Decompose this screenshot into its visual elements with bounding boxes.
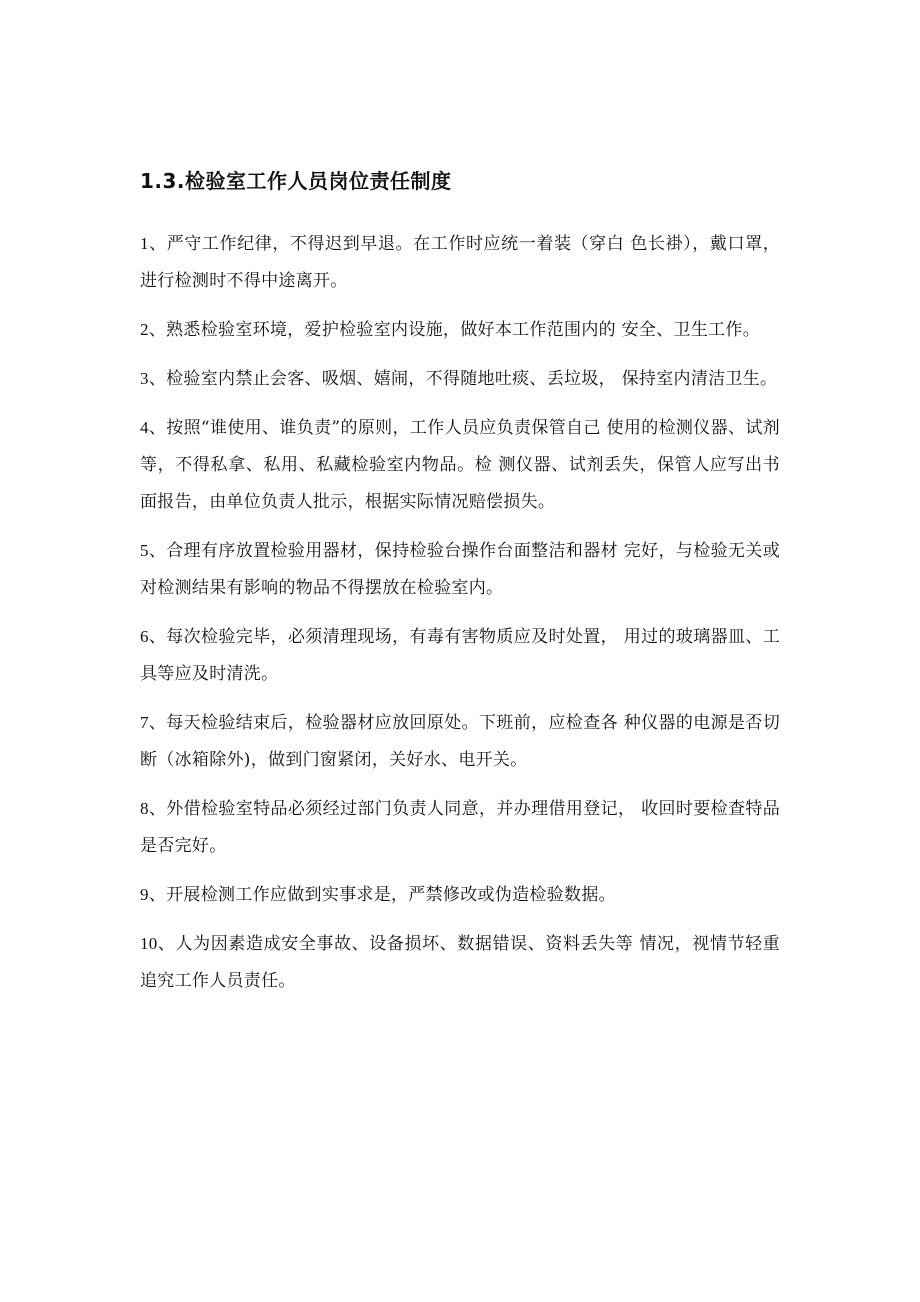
- rule-item: [140, 225, 780, 300]
- rule-separator: 、: [157, 934, 176, 954]
- rule-number: 8: [140, 799, 149, 818]
- rule-number: 7: [140, 713, 149, 732]
- rule-number: 6: [140, 627, 149, 646]
- rule-item: [140, 360, 780, 398]
- rule-separator: 、: [148, 627, 167, 647]
- rule-text: 按照“谁使用、谁负责”的原则，工作人员应负责保管自己 使用的检测仪器、试剂等，不得私拿、私用、私藏检验室内物品。检 测仪器、试剂丢失，保管人应写出书面报告，由单位负责人批示，根据实际情况赔偿损失。: [140, 418, 780, 512]
- rule-item: [140, 409, 780, 521]
- rule-text: 外借检验室特品必须经过部门负责人同意，并办理借用登记， 收回时要检查特品是否完好。: [140, 799, 780, 856]
- rule-number: 10: [140, 934, 158, 953]
- rule-separator: 、: [148, 799, 167, 819]
- rule-item: [140, 925, 780, 1000]
- rule-text: 每天检验结束后，检验器材应放回原处。下班前，应检查各 种仪器的电源是否切断（冰箱除外)，做到门窗紧闭，关好水、电开关。: [140, 713, 780, 770]
- rule-separator: 、: [148, 885, 167, 905]
- rule-separator: 、: [148, 541, 167, 561]
- rule-number: 4: [140, 418, 149, 437]
- rule-separator: 、: [148, 234, 167, 254]
- rule-number: 2: [140, 320, 149, 339]
- rule-item: [140, 876, 780, 914]
- rule-text: 合理有序放置检验用器材，保持检验台操作台面整洁和器材 完好，与检验无关或对检测结果有影响的物品不得摆放在检验室内。: [140, 541, 780, 598]
- rule-text: 每次检验完毕，必须清理现场，有毒有害物质应及时处置， 用过的玻璃器皿、工具等应及时清洗。: [140, 627, 780, 684]
- rule-item: [140, 790, 780, 865]
- rule-text: 人为因素造成安全事故、设备损坏、数据错误、资料丢失等 情况，视情节轻重追究工作人员责任。: [140, 934, 780, 991]
- rule-item: [140, 704, 780, 779]
- rule-item: [140, 618, 780, 693]
- rule-text: 熟悉检验室环境，爱护检验室内设施，做好本工作范围内的 安全、卫生工作。: [166, 320, 761, 340]
- rule-separator: 、: [148, 418, 167, 438]
- rule-item: [140, 311, 780, 349]
- rule-number: 5: [140, 541, 149, 560]
- rule-number: 1: [140, 234, 149, 253]
- heading-number: 1.3.: [140, 169, 186, 193]
- rules-list: [140, 225, 780, 1011]
- rule-number: 9: [140, 885, 149, 904]
- rule-number: 3: [140, 369, 149, 388]
- rule-text: 开展检测工作应做到实事求是，严禁修改或伪造检验数据。: [166, 885, 616, 905]
- rule-item: [140, 532, 780, 607]
- rule-separator: 、: [148, 320, 167, 340]
- page-title: [140, 166, 452, 196]
- rule-separator: 、: [148, 713, 167, 733]
- heading-text: 检验室工作人员岗位责任制度: [185, 169, 452, 193]
- rule-text: 检验室内禁止会客、吸烟、嬉闹，不得随地吐痰、丢垃圾， 保持室内清洁卫生。: [166, 369, 778, 389]
- rule-text: 严守工作纪律，不得迟到早退。在工作时应统一着装（穿白 色长褂），戴口罩，进行检测时不得中途离开。: [140, 234, 780, 291]
- rule-separator: 、: [148, 369, 167, 389]
